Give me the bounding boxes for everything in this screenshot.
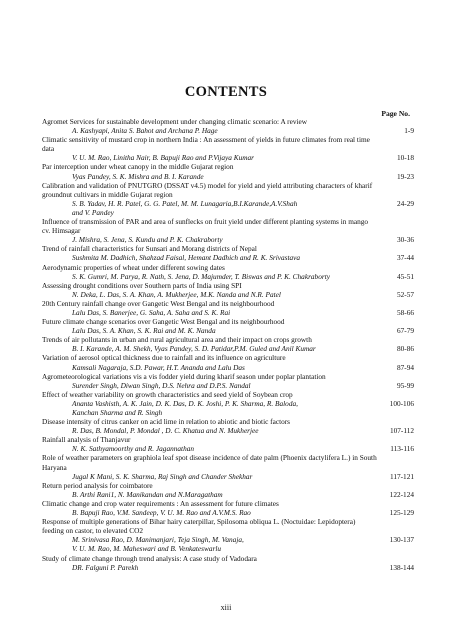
toc-entry: [42, 317, 414, 335]
entry-page-range: 138-144: [389, 562, 414, 572]
toc-entry: [42, 244, 414, 262]
entry-title: Assessing drought conditions over Southern parts of India using SPI: [42, 280, 242, 290]
toc-entry: [42, 372, 414, 390]
entry-title: Influence of transmission of PAR and area of sunflecks on fruit yield under different planting systems in mango cv. Himsagar: [42, 217, 369, 236]
entry-page-range: 24-29: [396, 198, 414, 208]
toc-entry: [42, 453, 414, 480]
entry-authors: S. B. Yadav, H. R. Patel, G. G. Patel, M. M. Lunagaria,B.I.Karande,A.V.Shah: [72, 198, 298, 208]
entry-title: Agromet Services for sustainable development under changing climatic scenario: A review: [42, 117, 308, 126]
page-footer-number: xiii: [220, 603, 232, 612]
toc-entry: [42, 263, 414, 281]
entry-page-range: 19-23: [396, 171, 414, 181]
toc-entry: [42, 554, 414, 572]
entry-authors: B. Bapuji Rao, V.M. Sandeep, V. U. M. Rao and A.V.M.S. Rao: [72, 508, 251, 518]
entry-authors: B. Arthi Rani1, N. Manikandan and N.Maragatham: [72, 489, 223, 499]
entry-title: Agrometeorological variations vis a vis fodder yield during kharif season under poplar plantation: [42, 371, 326, 381]
entry-title: Study of climate change through trend analysis: A case study of Vadodara: [42, 553, 257, 563]
entry-title: Trends of air pollutants in urban and rural agricultural area and their impact on crops growth: [42, 335, 312, 345]
entry-title: Future climate change scenarios over Gangetic West Bengal and its neighbourhood: [42, 317, 285, 327]
entry-authors: Lalu Das, S. A. Khan, S. K. Rai and M. K. Nanda: [72, 326, 216, 336]
entry-title: Trend of rainfall characteristics for Sunsari and Morang districts of Nepal: [42, 244, 257, 254]
entry-authors: Lalu Das, S. Banerjee, G. Saha, A. Saha and S. K. Rai: [72, 307, 231, 317]
entry-title: Rainfall analysis of Thanjavur: [42, 435, 131, 445]
toc-entry: [42, 217, 414, 244]
toc-entry: [42, 481, 414, 499]
entry-title: Role of weather parameters on graphiola leaf spot disease incidence of date palm (Phoenix dactylifera L.) in South Haryana: [42, 453, 377, 472]
entry-title: 20th Century rainfall change over Gangetic West Bengal and its neighbourhood: [42, 298, 275, 308]
toc-entry: [42, 135, 414, 162]
entry-authors: Vyas Pandey, S. K. Mishra and B. I. Karande: [72, 171, 204, 181]
toc-entry: [42, 181, 414, 217]
entry-page-range: 100-106: [389, 399, 414, 408]
entry-authors: B. I. Karande, A. M. Shekh, Vyas Pandey, S. D. Patidar,P.M. Guled and Anil Kumar: [72, 344, 316, 354]
entry-page-range: 52-57: [396, 289, 414, 299]
entry-title: Effect of weather variability on growth characteristics and seed yield of Soybean crop: [42, 389, 293, 399]
entry-authors: S. K. Gumri, M. Parya, R. Nath, S. Jena, D. Majumder, T. Biswas and P. K. Chakraborty: [72, 271, 330, 281]
toc-entry: [42, 499, 414, 517]
entry-authors: Jugal K Mani, S. K. Sharma, Raj Singh and Chander Shekhar: [72, 471, 253, 481]
entry-authors: Surender Singh, Diwan Singh, D.S. Nehra and D.P.S. Nandal: [72, 380, 251, 390]
entry-page-range: 113-116: [390, 444, 414, 454]
toc-entry: [42, 390, 414, 417]
page-title: CONTENTS: [184, 84, 268, 100]
entry-authors: J. Mishra, S. Jena, S. Kundu and P. K. Chakraborty: [72, 235, 223, 245]
entry-authors: and V. Pandey: [72, 207, 114, 217]
table-of-contents: [42, 117, 414, 572]
entry-authors: A. Kashyapi, Anita S. Bahot and Archana P. Hage: [72, 126, 218, 136]
entry-page-range: 67-79: [396, 326, 414, 336]
toc-entry: [42, 353, 414, 371]
entry-title: Climatic sensitivity of mustard crop in northern India : An assessment of yields in future climates from real time data: [42, 135, 370, 154]
entry-page-range: 1-9: [404, 126, 414, 136]
entry-page-range: 117-121: [389, 471, 414, 481]
entry-title: Response of multiple generations of Bihar hairy caterpillar, Spilosoma obliqua L. (Noctuidae: Lepidoptera) feeding on castor, to elevated CO2: [42, 517, 356, 536]
entry-title: Return period analysis for coimbatore: [42, 480, 153, 490]
entry-page-range: 58-66: [396, 307, 414, 317]
entry-title: Aerodynamic properties of wheat under different sowing dates: [42, 262, 225, 272]
entry-page-range: 37-44: [396, 253, 414, 263]
toc-entry: [42, 517, 414, 553]
entry-authors: Kamsali Nagaraja, S.D. Pawar, H.T. Ananda and Lalu Das: [72, 362, 245, 372]
toc-entry: [42, 299, 414, 317]
entry-authors: N. K. Sathyamoorthy and R. Jagannathan: [72, 444, 195, 454]
entry-authors: M. Srinivasa Rao, D. Manimanjari, Teja Singh, M. Vanaja,: [72, 535, 244, 545]
entry-page-range: 80-86: [396, 344, 414, 354]
entry-page-range: 45-51: [396, 271, 414, 281]
entry-page-range: 130-137: [389, 535, 414, 545]
entry-page-range: 125-129: [389, 508, 414, 518]
entry-authors: Ananta Vashisth, A. K. Jain, D. K. Das, D. K. Joshi, P. K. Sharma, R. Baloda,: [72, 398, 298, 408]
entry-page-range: 95-99: [396, 380, 414, 390]
toc-entry: [42, 335, 414, 353]
entry-page-range: 107-112: [389, 426, 414, 436]
entry-authors: DR. Falguni P. Parekh: [72, 562, 139, 572]
entry-title: Calibration and validation of PNUTGRO (DSSAT v4.5) model for yield and yield attributing characters of kharif groundnut cultivars in middle Gujarat region: [42, 180, 373, 199]
entry-authors: R. Das, B. Mondal, P. Mondal , D. C. Khatua and N. Mukherjee: [72, 426, 259, 436]
entry-page-range: 10-18: [396, 153, 414, 163]
entry-title: Disease intensity of citrus canker on acid lime in relation to abiotic and biotic factors: [42, 417, 291, 427]
entry-title: Par interception under wheat canopy in the middle Gujarat region: [42, 162, 234, 172]
toc-entry: [42, 162, 414, 180]
toc-entry: [42, 435, 414, 453]
entry-page-range: 122-124: [389, 489, 414, 499]
entry-authors: N. Deka, L. Das, S. A. Khan, A. Mukherjee, M.K. Nanda and N.R. Patel: [72, 289, 281, 299]
entry-title: Climatic change and crop water requirements : An assessment for future climates: [42, 498, 279, 508]
entry-page-range: 87-94: [396, 362, 414, 372]
toc-entry: [42, 281, 414, 299]
entry-authors: V. U. M. Rao, M. Maheswari and B. Venkateswarlu: [72, 544, 222, 554]
entry-authors: Sushmita M. Dadhich, Shahzad Faisal, Hemant Dadhich and R. K. Srivastava: [72, 253, 301, 263]
entry-authors: V. U. M. Rao, Linitha Nair, B. Bapuji Rao and P.Vijaya Kumar: [72, 153, 255, 163]
entry-authors: Kanchan Sharma and R. Singh: [72, 408, 163, 417]
toc-entry: [42, 117, 414, 135]
entry-page-range: 30-36: [396, 235, 414, 245]
page-number-column-header: Page No.: [381, 109, 410, 118]
toc-entry: [42, 417, 414, 435]
entry-title: Variation of aerosol optical thickness due to rainfall and its influence on agriculture: [42, 353, 286, 363]
